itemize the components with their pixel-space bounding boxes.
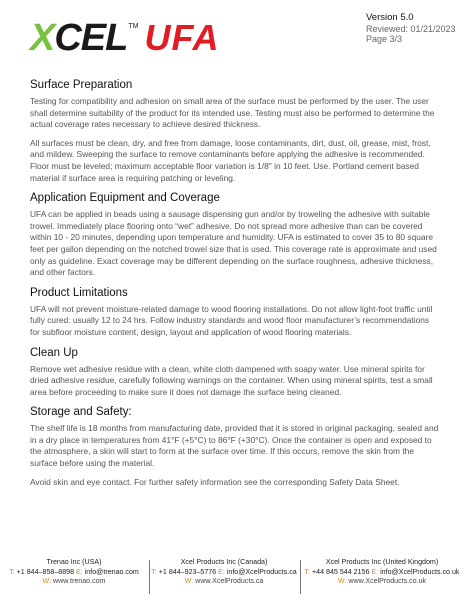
page-header — [0, 0, 464, 75]
web-label: W: — [42, 577, 52, 586]
phone-label: T: — [304, 567, 311, 576]
section-product-limitations — [30, 286, 440, 339]
footer-contact-line — [150, 568, 298, 578]
version-block — [366, 13, 456, 45]
section-paragraph: The shelf life is 18 months from manufacturing date, provided that it is stored in original packaging, sealed and in a dry place in temperatures from 41°F (+5°C) to 86°F (+30°C). Once the container is open and exposed to the atmosphere, a skin will start to form at the surface over time. If this occurs, remove the skin from the surface before using the material. — [30, 423, 439, 469]
section-application-equipment — [30, 191, 440, 279]
phone-label: T: — [9, 567, 15, 576]
phone-label: T: — [151, 567, 157, 576]
section-paragraph: UFA will not prevent moisture-related damage to wood flooring installations. Do not allow light-foot traffic until fully cured: usually 12 to 24 hrs. Follow industry standards and wood floor manufacturer’s recommendations for subfloor moisture content, design, layout and application of wood flooring materials. — [30, 303, 433, 337]
section-title: Product Limitations — [30, 286, 128, 299]
footer-website[interactable]: www.XcelProducts.co.uk — [346, 577, 427, 586]
section-title: Surface Preparation — [30, 79, 133, 91]
page-number: Page 3/3 — [366, 34, 403, 44]
page-footer — [0, 558, 464, 598]
section-title: Clean Up — [30, 346, 78, 359]
footer-email[interactable]: info@XcelProducts.co.uk — [378, 567, 460, 576]
footer-email[interactable]: info@trenao.com — [82, 567, 139, 576]
section-storage-safety — [30, 405, 440, 488]
footer-contact-uk — [301, 558, 463, 587]
section-paragraph: Avoid skin and eye contact. For further safety information see the corresponding Safety Data Sheet. — [30, 476, 400, 487]
footer-phone: +44 845 544 2156 — [310, 567, 372, 576]
section-paragraph: Remove wet adhesive residue with a clean, white cloth dampened with soapy water. Use mineral spirits for dried adhesive residue, carefully following warnings on the container. When using mineral spirits, test a small area before proceeding to make sure it does not damage the surface being cleaned. — [30, 363, 433, 397]
footer-web-line — [0, 577, 148, 587]
document-body — [30, 78, 440, 495]
footer-web-line — [301, 577, 463, 587]
footer-email[interactable]: info@XcelProducts.ca — [224, 567, 297, 576]
footer-phone: +1 844–923–5776 — [156, 567, 219, 576]
section-title: Application Equipment and Coverage — [30, 192, 220, 205]
footer-company: Trenao Inc (USA) — [46, 558, 102, 566]
footer-web-line — [150, 577, 298, 587]
reviewed-date: Reviewed: 01/21/2023 — [366, 23, 456, 34]
xcel-ufa-logo — [30, 18, 219, 58]
footer-phone: +1 844–858–8898 — [14, 567, 77, 576]
footer-contact-canada — [150, 558, 298, 587]
footer-contact-usa — [0, 558, 148, 587]
section-surface-preparation — [30, 78, 440, 184]
section-clean-up — [30, 346, 440, 399]
footer-website[interactable]: www.trenao.com — [51, 577, 106, 586]
footer-contact-line — [301, 568, 463, 578]
logo-trademark: TM — [128, 22, 139, 30]
email-label: E: — [76, 567, 83, 576]
section-paragraph: Testing for compatibility and adhesion on small area of the surface must be performed by the user. The user shall determine suitability of the product for its intended use. Testing must also be performed to determine the actual coverage rates necessary to achieve desired thickness. — [30, 96, 435, 130]
footer-contact-line — [0, 568, 148, 578]
section-title: Storage and Safety: — [30, 406, 132, 419]
section-paragraph: All surfaces must be clean, dry, and free from damage, loose contaminants, dirt, dust, oil, grease, mist, frost, and mildew. Sweeping the surface to remove contaminants before applying the adhesive is recommended. Floor must be leveled; maximum acceptable floor variation is 1/8" in 10 feet. Use. Portland cement based material if surface area is requiring patching or leveling. — [30, 137, 431, 183]
email-label: E: — [371, 567, 379, 576]
footer-website[interactable]: www.XcelProducts.ca — [193, 577, 264, 586]
logo-cel-text: CEL — [54, 17, 128, 59]
footer-company: Xcel Products Inc (United Kingdom) — [325, 558, 439, 566]
web-label: W: — [337, 577, 347, 586]
email-label: E: — [218, 567, 225, 576]
footer-company: Xcel Products Inc (Canada) — [180, 558, 268, 566]
web-label: W: — [184, 577, 194, 586]
section-paragraph: UFA can be applied in beads using a sausage dispensing gun and/or by troweling the adhesive with suitable trowel. Immediately place flooring onto “wet” adhesive. Do not spread more adhesive than can be covered within 10 - 20 minutes, depending upon temperature and humidity. UFA is estimated to cover 35 to 80 square feet per gallon depending on the notched trowel size that is used. This coverage rate is approximate and used only as guideline. Exact coverage may be different depending on the surface roughness, adhesive thickness, and other factors. — [30, 209, 437, 278]
logo-ufa-text: UFA — [144, 17, 220, 58]
version-number: Version 5.0 — [366, 12, 414, 23]
logo-x-letter: X — [30, 17, 55, 59]
